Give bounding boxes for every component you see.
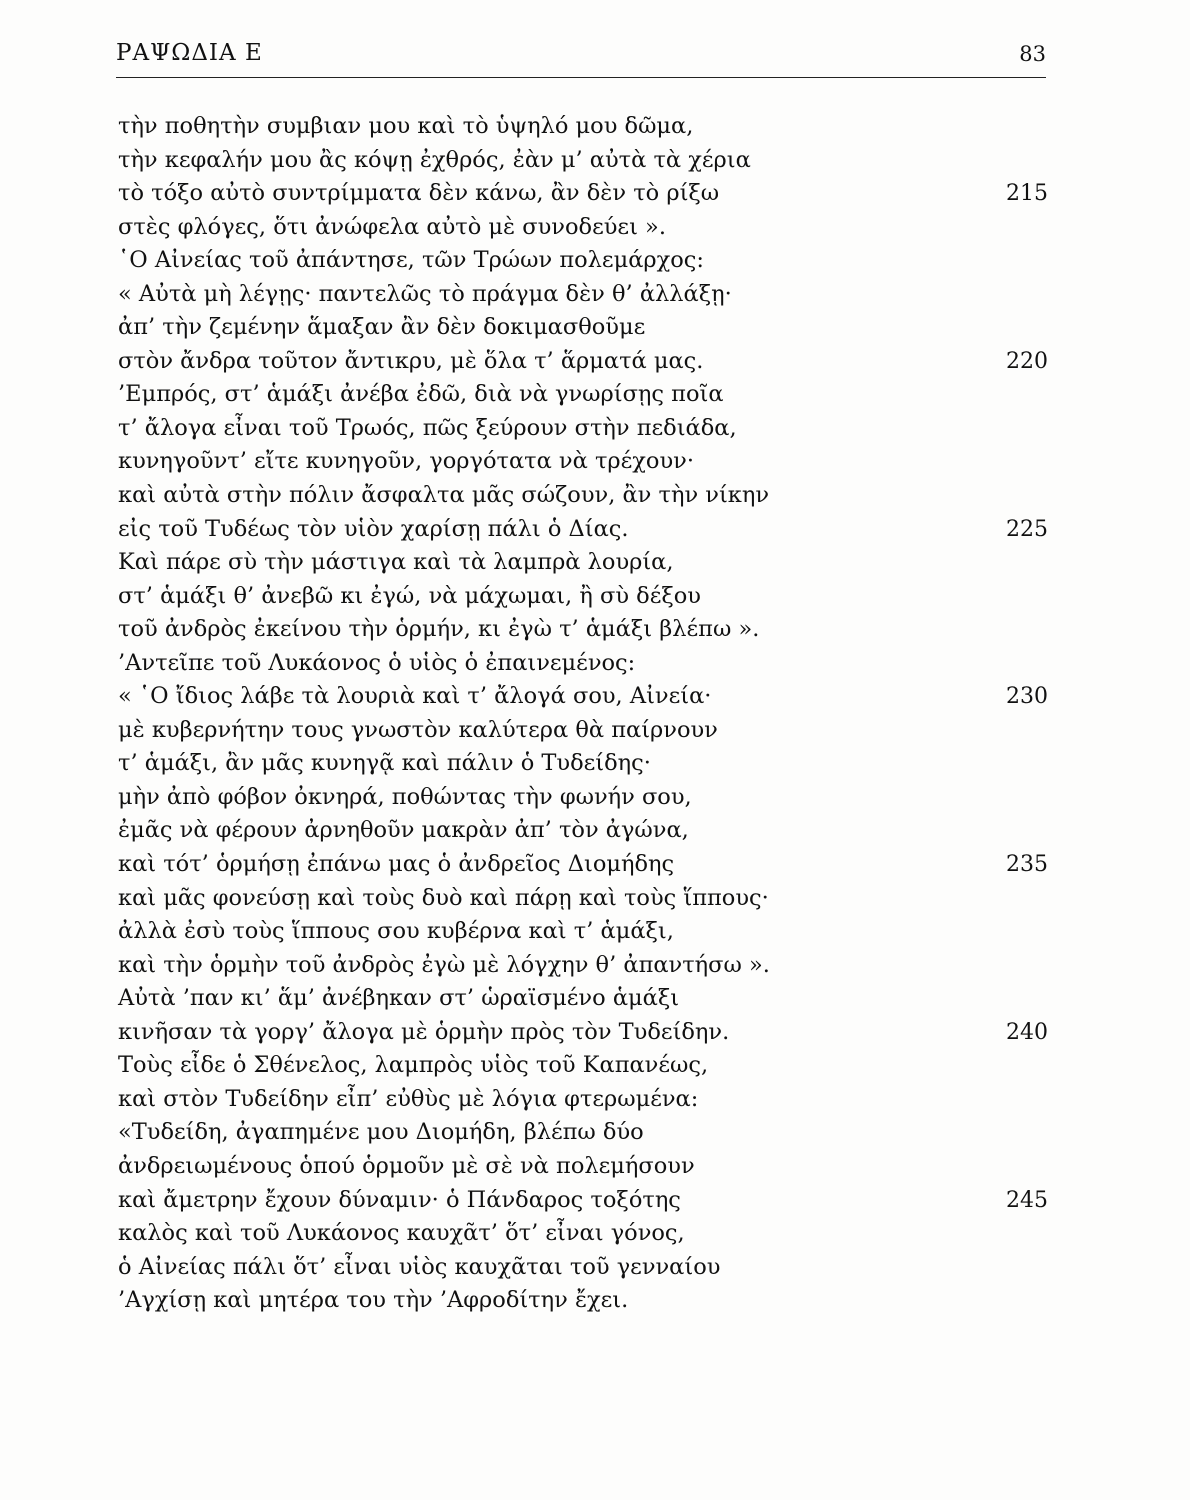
verse-text: στ’ ἁμάξι θ’ ἀνεβῶ κι ἐγώ, νὰ μάχωμαι, ἢ σὺ δέξου — [118, 582, 701, 609]
verse-line — [118, 580, 1048, 614]
verse-line — [118, 412, 1048, 446]
verse-text: καὶ αὐτὰ στὴν πόλιν ἄσφαλτα μᾶς σώζουν, ἂν τὴν νίκην — [118, 482, 769, 509]
verse-text: τὴν ποθητὴν συμβιαν μου καὶ τὸ ὑψηλό μου δῶμα, — [118, 113, 694, 139]
running-header — [116, 40, 1046, 76]
verse-line — [118, 211, 1048, 245]
line-number: 220 — [1006, 348, 1048, 374]
verse-line — [118, 814, 1048, 848]
verse-line — [118, 177, 1048, 211]
verse-text: ἀνδρειωμένους ὁπού ὁρμοῦν μὲ σὲ νὰ πολεμήσουν — [118, 1152, 695, 1179]
verse-text: τ’ ἁμάξι, ἂν μᾶς κυνηγᾷ καὶ πάλιν ὁ Τυδείδης· — [118, 750, 651, 777]
verse-line — [118, 144, 1048, 178]
verse-text: τὴν κεφαλήν μου ἂς κόψῃ ἐχθρός, ἐὰν μ’ αὐτὰ τὰ χέρια — [118, 146, 751, 173]
verse-line — [118, 647, 1048, 681]
verse-line — [118, 882, 1048, 916]
line-number: 235 — [1006, 852, 1048, 878]
verse-line — [118, 747, 1048, 781]
verse-text: «Τυδείδη, ἀγαπημένε μου Διομήδη, βλέπω δύο — [118, 1119, 644, 1146]
verse-text: καλὸς καὶ τοῦ Λυκάονος καυχᾶτ’ ὅτ’ εἶναι γόνος, — [118, 1220, 685, 1247]
verse-text: τ’ ἄλογα εἶναι τοῦ Τρωός, πῶς ξεύρουν στὴν πεδιάδα, — [118, 414, 737, 441]
verse-text: κυνηγοῦντ’ εἴτε κυνηγοῦν, γοργότατα νὰ τρέχουν· — [118, 448, 694, 475]
verse-text: ’Εμπρός, στ’ ἁμάξι ἀνέβα ἐδῶ, διὰ νὰ γνωρίσῃς ποῖα — [118, 381, 724, 408]
verse-line — [118, 1116, 1048, 1150]
line-number: 215 — [1006, 181, 1048, 207]
verse-text: τοῦ ἀνδρὸς ἐκείνου τὴν ὁρμήν, κι ἐγὼ τ’ ἁμάξι βλέπω ». — [118, 616, 760, 643]
line-number: 240 — [1006, 1019, 1048, 1045]
verse-line — [118, 513, 1048, 547]
page-number: 83 — [1019, 42, 1046, 66]
verse-text: Καὶ πάρε σὺ τὴν μάστιγα καὶ τὰ λαμπρὰ λουρία, — [118, 549, 674, 576]
verse-line — [118, 680, 1048, 714]
verse-text: Αὐτὰ ’παν κι’ ἅμ’ ἀνέβηκαν στ’ ὡραϊσμένο ἁμάξι — [118, 985, 680, 1012]
verse-text: καὶ τὴν ὁρμὴν τοῦ ἀνδρὸς ἐγὼ μὲ λόγχην θ’ ἀπαντήσω ». — [118, 951, 770, 978]
line-number: 225 — [1006, 516, 1048, 542]
verse-text: ὁ Αἰνείας πάλι ὅτ’ εἶναι υἱὸς καυχᾶται τοῦ γενναίου — [118, 1253, 721, 1280]
verse-text: μὲ κυβερνήτην τους γνωστὸν καλύτερα θὰ παίρνουν — [118, 716, 718, 743]
verse-line — [118, 1217, 1048, 1251]
verse-block — [118, 110, 1048, 1318]
verse-line — [118, 1083, 1048, 1117]
verse-line — [118, 546, 1048, 580]
verse-line — [118, 345, 1048, 379]
verse-text: ’Αγχίσῃ καὶ μητέρα του τὴν ’Αφροδίτην ἔχει. — [118, 1287, 629, 1314]
verse-line — [118, 915, 1048, 949]
verse-line — [118, 244, 1048, 278]
verse-line — [118, 949, 1048, 983]
verse-text: « ῾Ο ἴδιος λάβε τὰ λουριὰ καὶ τ’ ἄλογά σου, Αἰνεία· — [118, 683, 712, 710]
verse-line — [118, 1049, 1048, 1083]
verse-text: ’Αντεῖπε τοῦ Λυκάονος ὁ υἱὸς ὁ ἐπαινεμένος: — [118, 649, 636, 676]
verse-text: « Αὐτὰ μὴ λέγῃς· παντελῶς τὸ πράγμα δὲν θ’ ἀλλάξῃ· — [118, 280, 732, 307]
verse-line — [118, 1284, 1048, 1318]
verse-line — [118, 1184, 1048, 1218]
header-rule — [116, 77, 1046, 78]
verse-line — [118, 445, 1048, 479]
verse-line — [118, 781, 1048, 815]
verse-text: εἰς τοῦ Τυδέως τὸν υἱὸν χαρίσῃ πάλι ὁ Δίας. — [118, 515, 629, 542]
verse-text: ἐμᾶς νὰ φέρουν ἀρνηθοῦν μακρὰν ἀπ’ τὸν ἀγώνα, — [118, 817, 689, 844]
verse-line — [118, 1150, 1048, 1184]
verse-text: ἀλλὰ ἐσὺ τοὺς ἵππους σου κυβέρνα καὶ τ’ ἁμάξι, — [118, 918, 674, 945]
line-number: 245 — [1006, 1187, 1048, 1213]
chapter-title: ΡΑΨΩΔΙΑ Ε — [116, 40, 263, 66]
verse-line — [118, 110, 1048, 144]
verse-line — [118, 982, 1048, 1016]
verse-line — [118, 613, 1048, 647]
verse-text: καὶ τότ’ ὁρμήσῃ ἐπάνω μας ὁ ἀνδρεῖος Διομήδης — [118, 851, 675, 878]
verse-text: ῾Ο Αἰνείας τοῦ ἀπάντησε, τῶν Τρώων πολεμάρχος: — [118, 247, 704, 274]
verse-line — [118, 714, 1048, 748]
verse-text: κινῆσαν τὰ γοργ’ ἄλογα μὲ ὁρμὴν πρὸς τὸν Τυδείδην. — [118, 1018, 730, 1045]
verse-line — [118, 278, 1048, 312]
verse-line — [118, 479, 1048, 513]
verse-line — [118, 1016, 1048, 1050]
line-number: 230 — [1006, 684, 1048, 710]
verse-text: στὸν ἄνδρα τοῦτον ἄντικρυ, μὲ ὅλα τ’ ἅρματά μας. — [118, 347, 704, 374]
verse-text: καὶ στὸν Τυδείδην εἶπ’ εὐθὺς μὲ λόγια φτερωμένα: — [118, 1085, 699, 1112]
verse-line — [118, 1251, 1048, 1285]
verse-text: ἀπ’ τὴν ζεμένην ἅμαξαν ἂν δὲν δοκιμασθοῦμε — [118, 314, 646, 341]
verse-line — [118, 378, 1048, 412]
verse-text: τὸ τόξο αὐτὸ συντρίμματα δὲν κάνω, ἂν δὲν τὸ ρίξω — [118, 180, 720, 207]
verse-line — [118, 311, 1048, 345]
verse-text: στὲς φλόγες, ὅτι ἀνώφελα αὐτὸ μὲ συνοδεύει ». — [118, 213, 666, 240]
verse-text: καὶ μᾶς φονεύσῃ καὶ τοὺς δυὸ καὶ πάρῃ καὶ τοὺς ἵππους· — [118, 884, 769, 911]
verse-line — [118, 848, 1048, 882]
verse-text: μὴν ἀπὸ φόβον ὀκνηρά, ποθώντας τὴν φωνήν σου, — [118, 783, 692, 810]
verse-text: Τοὺς εἶδε ὁ Σθένελος, λαμπρὸς υἱὸς τοῦ Καπανέως, — [118, 1052, 709, 1079]
verse-text: καὶ ἄμετρην ἔχουν δύναμιν· ὁ Πάνδαρος τοξότης — [118, 1186, 681, 1213]
